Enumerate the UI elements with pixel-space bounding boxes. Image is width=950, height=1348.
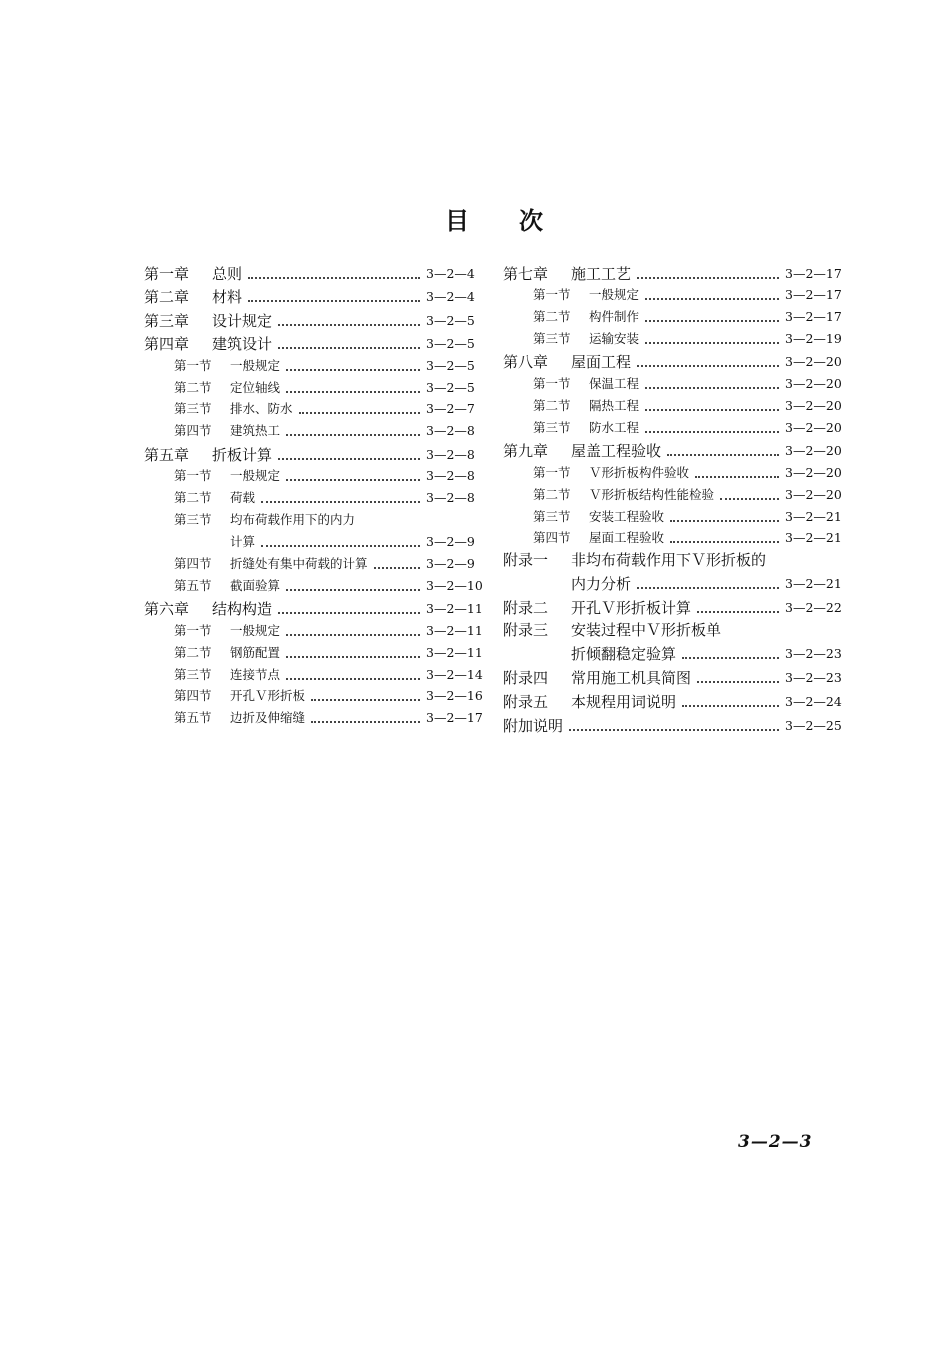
- toc-entry-page: 3—2—14: [426, 666, 483, 682]
- toc-entry-page: 3—2—11: [426, 644, 483, 660]
- toc-leader-dots: [286, 678, 420, 680]
- toc-leader-dots: [286, 369, 420, 371]
- toc-entry-label: 附录五: [503, 693, 549, 712]
- toc-leader-dots: [374, 567, 420, 569]
- toc-entry: [503, 593, 843, 617]
- toc-entry-label: 第三节: [533, 419, 571, 435]
- toc-entry: [503, 393, 843, 415]
- toc-entry-label: 第三节: [174, 666, 212, 682]
- toc-entry: [144, 573, 484, 595]
- toc-entry-page: 3—2—8: [426, 423, 475, 439]
- toc-entry-title: 建筑设计: [212, 335, 273, 353]
- toc-entry: [503, 504, 843, 526]
- toc-entry-page: 3—2—10: [426, 577, 483, 593]
- toc-leader-dots: [286, 589, 420, 591]
- toc-entry-page: 3—2—20: [785, 486, 842, 502]
- toc-entry: [503, 639, 843, 663]
- toc-leader-dots: [637, 587, 779, 589]
- toc-entry-title: 设计规定: [212, 311, 273, 330]
- toc-entry-title: 安装工程验收: [589, 508, 665, 524]
- toc-entry-page: 3—2—23: [785, 670, 842, 686]
- toc-entry-page: 3—2—5: [426, 357, 475, 373]
- toc-entry-page: 3—2—16: [426, 688, 483, 704]
- toc-entry: [144, 529, 484, 551]
- toc-entry-label: 第三节: [533, 330, 571, 346]
- toc-entry: [503, 259, 843, 283]
- toc-entry-title: 结构构造: [212, 600, 273, 619]
- toc-entry-label: 第三节: [533, 508, 571, 524]
- toc-entry-title: 折板计算: [212, 445, 273, 464]
- toc-entry: [503, 348, 843, 372]
- toc-entry-page: 3—2—20: [785, 419, 842, 435]
- toc-entry-title: Ｖ形折板构件验收: [589, 465, 690, 481]
- toc-leader-dots: [720, 498, 779, 500]
- toc-entry-title: 折倾翻稳定验算: [571, 645, 677, 664]
- toc-leader-dots: [682, 705, 779, 707]
- toc-entry-title: 总则: [212, 264, 243, 283]
- page-number: 3—2—3: [738, 1132, 813, 1152]
- toc-leader-dots: [645, 298, 779, 300]
- toc-entry-label: 第七章: [503, 264, 549, 283]
- toc-entry-title: 施工工艺: [571, 264, 632, 283]
- toc-entry-page: 3—2—5: [426, 312, 475, 328]
- toc-entry-title: 计算: [230, 534, 256, 550]
- toc-entry-title: 钢筋配置: [230, 644, 281, 660]
- toc-entry-label: 第二节: [174, 644, 212, 660]
- toc-leader-dots: [248, 300, 420, 302]
- toc-entry-page: 3—2—17: [426, 710, 483, 726]
- toc-entry-label: 第四节: [174, 555, 212, 571]
- toc-entry: [144, 507, 484, 529]
- toc-entry-label: 第五章: [144, 445, 190, 464]
- toc-entry-title: 一般规定: [230, 622, 281, 638]
- toc-entry-label: 第一节: [174, 622, 212, 638]
- toc-leader-dots: [645, 409, 779, 411]
- toc-entry-page: 3—2—25: [785, 718, 842, 734]
- toc-entry-label: 第三节: [174, 401, 212, 417]
- toc-entry-page: 3—2—9: [426, 534, 475, 550]
- toc-leader-dots: [286, 479, 420, 481]
- toc-entry-page: 3—2—20: [785, 397, 842, 413]
- toc-left-column: [144, 259, 484, 727]
- toc-entry-page: 3—2—4: [426, 265, 475, 281]
- toc-entry: [144, 330, 484, 354]
- toc-leader-dots: [278, 324, 420, 326]
- toc-entry-page: 3—2—11: [426, 601, 483, 617]
- toc-entry-title: 屋面工程验收: [589, 530, 665, 546]
- toc-entry: [503, 460, 843, 482]
- toc-leader-dots: [261, 545, 420, 547]
- toc-title-char-1: 目: [445, 207, 471, 235]
- toc-entry-label: 附录三: [503, 621, 549, 640]
- toc-leader-dots: [670, 520, 779, 522]
- toc-entry: [144, 306, 484, 330]
- toc-entry: [503, 304, 843, 326]
- toc-entry-page: 3—2—20: [785, 443, 842, 459]
- toc-leader-dots: [645, 342, 779, 344]
- toc-leader-dots: [278, 612, 420, 614]
- toc-entry: [144, 640, 484, 662]
- toc-leader-dots: [248, 277, 420, 279]
- toc-entry-label: 第四章: [144, 335, 190, 353]
- toc-entry-title: 排水、防水: [230, 401, 293, 417]
- toc-entry: [503, 482, 843, 504]
- toc-leader-dots: [667, 454, 779, 456]
- toc-entry-title: 定位轴线: [230, 379, 281, 395]
- toc-entry-label: 第一节: [174, 468, 212, 484]
- toc-leader-dots: [645, 431, 779, 433]
- toc-leader-dots: [695, 476, 779, 478]
- toc-entry-page: 3—2—19: [785, 330, 842, 346]
- toc-entry-label: 附录二: [503, 599, 549, 618]
- toc-leader-dots: [286, 634, 420, 636]
- toc-leader-dots: [261, 501, 420, 503]
- toc-entry-page: 3—2—21: [785, 576, 842, 592]
- toc-entry: [503, 547, 843, 569]
- toc-entry-title: 开孔Ｖ形折板: [230, 688, 306, 704]
- toc-entry-label: 第二节: [533, 486, 571, 502]
- toc-leader-dots: [311, 699, 420, 701]
- toc-entry: [144, 551, 484, 573]
- toc-leader-dots: [311, 721, 420, 723]
- toc-entry: [503, 371, 843, 393]
- toc-entry-page: 3—2—21: [785, 508, 842, 524]
- toc-entry-label: 第一节: [174, 357, 212, 373]
- toc-leader-dots: [278, 458, 420, 460]
- toc-entry-page: 3—2—20: [785, 465, 842, 481]
- toc-entry: [144, 662, 484, 684]
- toc-entry: [144, 684, 484, 706]
- toc-entry-page: 3—2—17: [785, 265, 842, 281]
- toc-entry: [144, 283, 484, 307]
- toc-entry-title: 常用施工机具简图: [571, 669, 692, 688]
- toc-entry-title: 截面验算: [230, 577, 281, 593]
- toc-leader-dots: [637, 277, 779, 279]
- toc-entry-page: 3—2—20: [785, 354, 842, 370]
- toc-entry-label: 附加说明: [503, 717, 564, 736]
- toc-entry-label: 第六章: [144, 600, 190, 619]
- toc-entry-title: 构件制作: [589, 309, 640, 325]
- toc-entry: [144, 375, 484, 397]
- toc-entry-page: 3—2—20: [785, 376, 842, 392]
- toc-title-char-2: 次: [519, 207, 545, 235]
- toc-entry: [503, 711, 843, 735]
- toc-entry: [144, 464, 484, 486]
- toc-entry-title: Ｖ形折板结构性能检验: [589, 486, 715, 502]
- toc-entry-label: 第四节: [533, 530, 571, 546]
- toc-entry: [144, 397, 484, 419]
- toc-leader-dots: [697, 611, 779, 613]
- toc-entry-label: 第二节: [174, 379, 212, 395]
- toc-entry-page: 3—2—23: [785, 646, 842, 662]
- toc-entry-label: 第九章: [503, 442, 549, 461]
- toc-entry-label: 第二章: [144, 288, 190, 306]
- toc-entry-title: 材料: [212, 288, 243, 306]
- toc-leader-dots: [637, 365, 779, 367]
- toc-entry-title: 屋面工程: [571, 353, 632, 372]
- toc-entry-title: 防水工程: [589, 419, 640, 435]
- toc-entry: [503, 415, 843, 437]
- toc-entry: [144, 353, 484, 375]
- toc-entry-label: 第一章: [144, 264, 190, 283]
- toc-entry: [503, 569, 843, 593]
- toc-entry: [503, 437, 843, 461]
- toc-entry: [144, 440, 484, 464]
- toc-leader-dots: [286, 656, 420, 658]
- toc-entry-label: 第三章: [144, 311, 190, 330]
- toc-entry: [144, 485, 484, 507]
- toc-entry: [144, 705, 484, 727]
- toc-entry-label: 第二节: [533, 397, 571, 413]
- toc-entry-title: 非均布荷载作用下Ｖ形折板的: [571, 551, 767, 570]
- toc-entry-page: 3—2—4: [426, 289, 475, 304]
- toc-entry-page: 3—2—8: [426, 468, 475, 484]
- toc-entry-title: 屋盖工程验收: [571, 442, 662, 461]
- toc-leader-dots: [645, 387, 779, 389]
- toc-entry-page: 3—2—22: [785, 600, 842, 616]
- toc-entry-label: 第一节: [533, 287, 571, 303]
- toc-leader-dots: [278, 347, 420, 349]
- toc-entry-label: 第五节: [174, 577, 212, 593]
- toc-entry: [144, 259, 484, 283]
- toc-leader-dots: [286, 391, 420, 393]
- toc-entry-title: 边折及伸缩缝: [230, 710, 306, 726]
- toc-entry-title: 一般规定: [589, 287, 640, 303]
- toc-entry: [144, 418, 484, 440]
- toc-entry-label: 附录四: [503, 669, 549, 688]
- toc-entry-label: 第二节: [174, 490, 212, 506]
- toc-entry: [503, 617, 843, 639]
- toc-leader-dots: [645, 320, 779, 322]
- toc-entry-title: 建筑热工: [230, 423, 281, 439]
- toc-entry: [503, 283, 843, 305]
- toc-entry-page: 3—2—8: [426, 446, 475, 462]
- toc-entry-page: 3—2—17: [785, 287, 842, 303]
- toc-leader-dots: [299, 412, 420, 414]
- toc-entry-page: 3—2—17: [785, 309, 842, 325]
- toc-leader-dots: [569, 729, 779, 731]
- toc-entry-label: 第四节: [174, 423, 212, 439]
- toc-entry-title: 均布荷载作用下的内力: [230, 512, 356, 528]
- toc-title: [0, 201, 950, 236]
- toc-entry-title: 保温工程: [589, 376, 640, 392]
- toc-entry-label: 第一节: [533, 465, 571, 481]
- toc-entry-title: 开孔Ｖ形折板计算: [571, 599, 692, 618]
- toc-entry-label: 第四节: [174, 688, 212, 704]
- toc-leader-dots: [682, 657, 779, 659]
- toc-entry-page: 3—2—21: [785, 530, 842, 546]
- toc-entry-title: 连接节点: [230, 666, 281, 682]
- toc-entry-title: 运输安装: [589, 330, 640, 346]
- toc-entry-label: 第五节: [174, 710, 212, 726]
- toc-entry-page: 3—2—5: [426, 336, 475, 351]
- toc-entry: [503, 326, 843, 348]
- toc-entry-title: 本规程用词说明: [571, 693, 677, 712]
- toc-entry: [144, 618, 484, 640]
- toc-entry-page: 3—2—24: [785, 694, 842, 710]
- toc-entry-label: 第八章: [503, 353, 549, 372]
- toc-entry-title: 安装过程中Ｖ形折板单: [571, 621, 722, 640]
- toc-right-column: [503, 259, 843, 735]
- toc-entry: [503, 687, 843, 711]
- toc-entry-title: 隔热工程: [589, 397, 640, 413]
- toc-entry-page: 3—2—9: [426, 555, 475, 571]
- toc-entry-label: 第三节: [174, 512, 212, 528]
- toc-entry-title: 一般规定: [230, 357, 281, 373]
- toc-entry-label: 第二节: [533, 309, 571, 325]
- toc-entry-page: 3—2—11: [426, 622, 483, 638]
- toc-entry: [503, 663, 843, 687]
- toc-entry-page: 3—2—7: [426, 401, 475, 417]
- toc-leader-dots: [286, 434, 420, 436]
- toc-entry: [144, 595, 484, 619]
- toc-entry: [503, 526, 843, 548]
- toc-leader-dots: [697, 681, 779, 683]
- toc-entry-title: 一般规定: [230, 468, 281, 484]
- toc-entry-label: 第一节: [533, 376, 571, 392]
- toc-entry-title: 折缝处有集中荷载的计算: [230, 555, 368, 571]
- toc-entry-page: 3—2—5: [426, 379, 475, 395]
- toc-entry-label: 附录一: [503, 551, 549, 570]
- toc-entry-title: 内力分析: [571, 575, 632, 594]
- toc-entry-page: 3—2—8: [426, 490, 475, 506]
- toc-leader-dots: [670, 541, 779, 543]
- toc-entry-title: 荷载: [230, 490, 256, 506]
